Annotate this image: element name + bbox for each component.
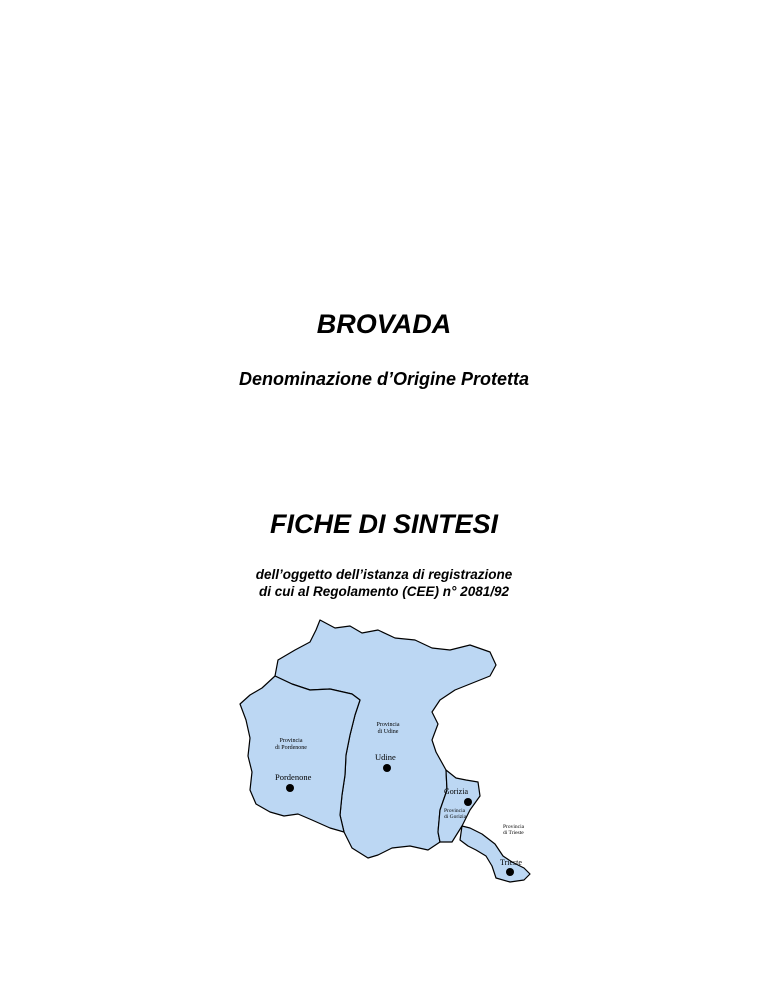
document-title: BROVADA: [316, 309, 452, 339]
label-pordenone-province-name: di Pordenone: [275, 745, 307, 751]
city-dot-udine: [383, 764, 391, 772]
city-dot-pordenone: [286, 784, 294, 792]
label-udine-province-name: di Udine: [377, 729, 399, 735]
label-gorizia-province-name: di Gorizia: [444, 814, 467, 820]
section-title: FICHE DI SINTESI: [269, 509, 499, 539]
description-line-1: dell’oggetto dell’istanza di registrazione: [255, 567, 513, 582]
city-label-pordenone: Pordenone: [275, 772, 312, 782]
document-subtitle: Denominazione d’Origine Protetta: [238, 369, 530, 389]
city-label-udine: Udine: [375, 752, 396, 762]
city-label-trieste: Trieste: [500, 858, 522, 867]
city-label-gorizia: Gorizia: [444, 787, 468, 796]
label-udine-province: Provincia: [376, 722, 400, 728]
label-trieste-province: Provincia: [503, 824, 525, 830]
city-dot-gorizia: [464, 798, 472, 806]
label-gorizia-province: Provincia: [444, 808, 466, 814]
label-pordenone-province: Provincia: [279, 738, 303, 744]
description-line-2: di cui al Regolamento (CEE) n° 2081/92: [259, 584, 509, 599]
region-map: [230, 612, 540, 892]
city-dot-trieste: [506, 868, 514, 876]
label-trieste-province-name: di Trieste: [503, 830, 524, 836]
